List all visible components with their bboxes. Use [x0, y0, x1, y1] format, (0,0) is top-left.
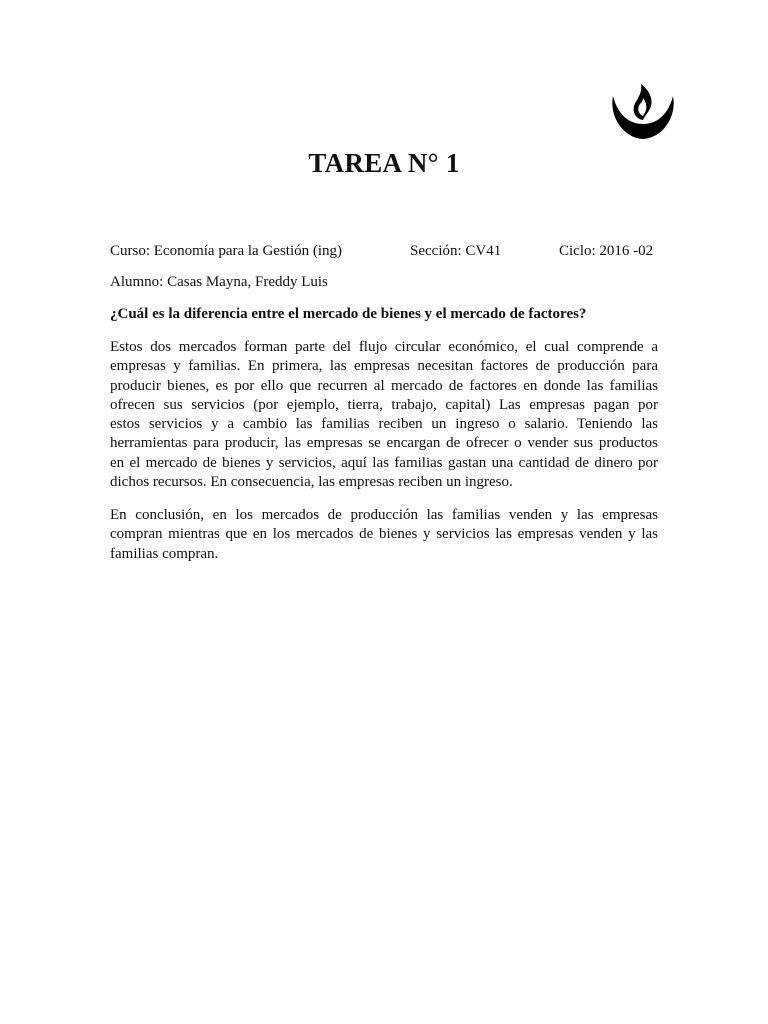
section-label: Sección: CV41 — [410, 243, 502, 259]
university-flame-logo-icon — [609, 82, 677, 142]
paragraph-line: dichos recursos. En consecuencia, las empresas reciben un ingreso. — [110, 474, 513, 491]
document-title: TAREA N° 1 — [308, 148, 460, 178]
paragraph-line: empresas y familias. En primera, las empresas necesitan factores de producción para — [110, 358, 658, 375]
paragraph-line: herramientas para producir, las empresas se encargan de ofrecer o vender sus productos — [110, 435, 658, 452]
course-info-row — [110, 243, 658, 263]
paragraph-line: En conclusión, en los mercados de producción las familias venden y las empresas — [110, 507, 658, 523]
course-label: Curso: Economía para la Gestión (ing) — [110, 243, 343, 259]
cycle-label: Ciclo: 2016 -02 — [559, 243, 654, 259]
student-name: Alumno: Casas Mayna, Freddy Luis — [110, 274, 328, 290]
paragraph-line: ofrecen sus servicios (por ejemplo, tierra, trabajo, capital) Las empresas pagan por — [110, 396, 658, 413]
answer-paragraph-2 — [110, 506, 658, 564]
paragraph-line: familias compran. — [110, 545, 219, 562]
paragraph-line: producir bienes, es por ello que recurren al mercado de factores en donde las familias — [110, 377, 658, 394]
paragraph-line: compran mientras que en los mercados de bienes y servicios las empresas venden y las — [110, 526, 658, 543]
paragraph-line: estos servicios y a cambio las familias reciben un ingreso o salario. Teniendo las — [110, 416, 658, 433]
question-heading: ¿Cuál es la diferencia entre el mercado de bienes y el mercado de factores? — [110, 306, 587, 322]
paragraph-line: Estos dos mercados forman parte del flujo circular económico, el cual comprende a — [110, 339, 658, 355]
answer-paragraph-1 — [110, 338, 658, 492]
paragraph-line: en el mercado de bienes y servicios, aquí las familias gastan una cantidad de dinero por — [110, 454, 658, 471]
